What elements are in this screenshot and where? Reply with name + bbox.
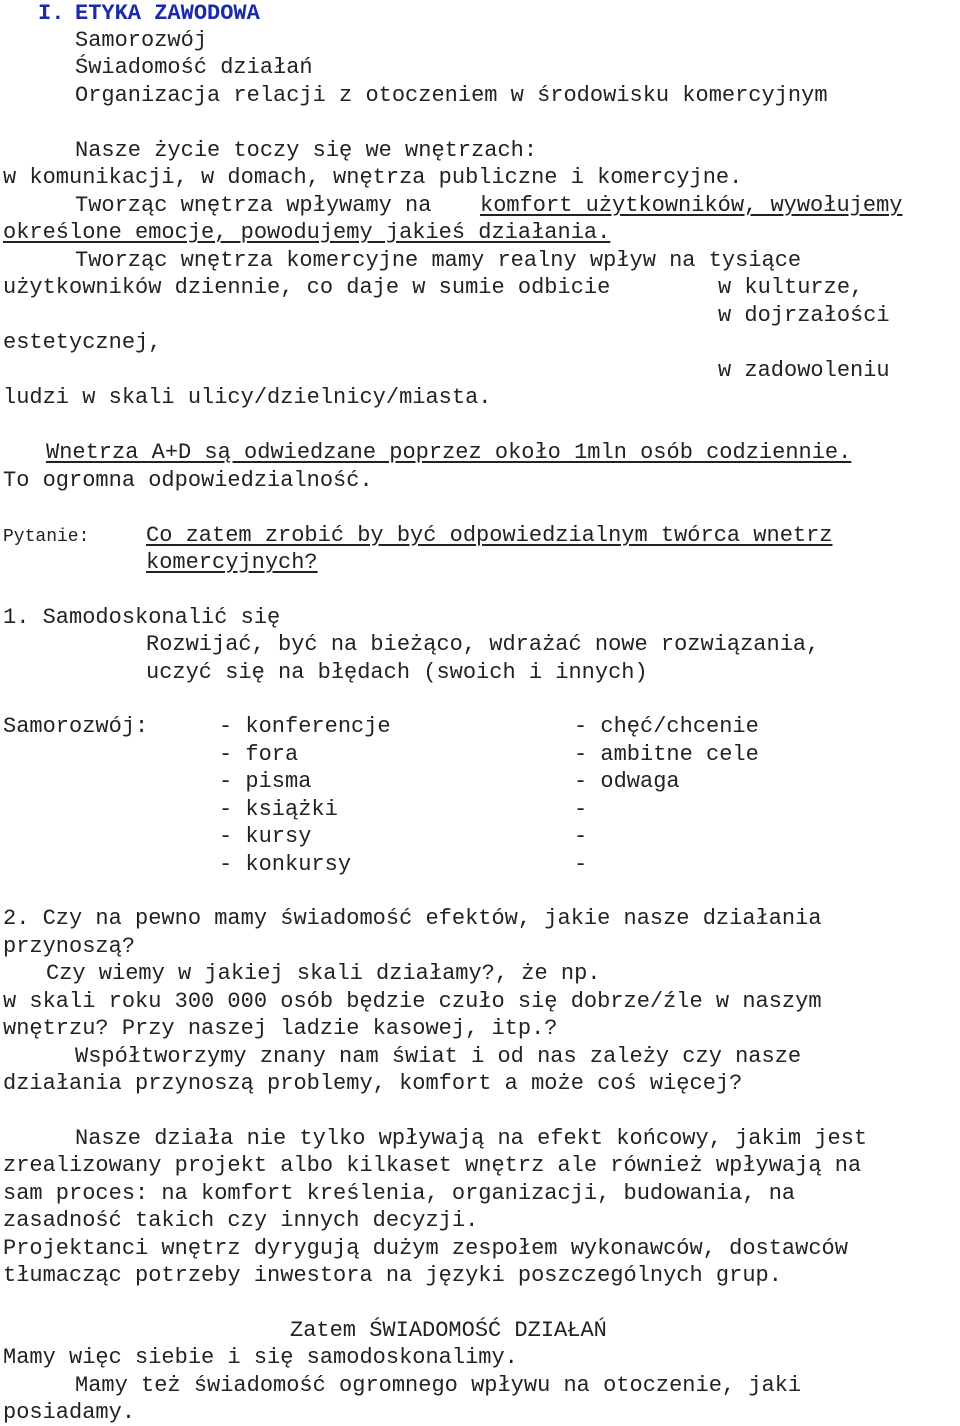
self-development-label: Samorozwój: xyxy=(3,714,149,739)
question-text: Co zatem zrobić by być odpowiedzialnym twórca wnetrz xyxy=(146,523,833,548)
actions-line-1: Nasze działa nie tylko wpływają na efekt końcowy, jakim jest xyxy=(75,1126,868,1151)
comfort-link-text: komfort użytkowników, wywołujemy xyxy=(480,193,903,218)
point-1-line-1: Rozwijać, być na bieżąco, wdrażać nowe rozwiązania, xyxy=(146,632,820,657)
point-2-line-5: wnętrzu? Przy naszej ladzie kasowej, itp.? xyxy=(3,1016,558,1041)
list-item: - fora xyxy=(219,742,299,767)
list-item: - xyxy=(574,797,588,822)
section-heading xyxy=(0,0,260,27)
question-line-2: komercyjnych? xyxy=(146,550,318,575)
intro-line-1: Nasze życie toczy się we wnętrzach: xyxy=(75,138,538,163)
point-2-line-2: przynoszą? xyxy=(3,934,136,959)
list-item: - xyxy=(574,824,588,849)
intro-line-8: estetycznej, xyxy=(3,330,162,355)
actions-line-5: Projektanci wnętrz dyrygują dużym zespołem wykonawców, dostawców xyxy=(3,1236,848,1261)
section-title: ETYKA ZAWODOWA xyxy=(75,1,260,26)
list-item: - odwaga xyxy=(574,769,680,794)
actions-line-2: zrealizowany projekt albo kilkaset wnętrz ale również wpływają na xyxy=(3,1153,862,1178)
intro-line-9: w zadowoleniu xyxy=(718,358,890,383)
intro-line-3: Tworząc wnętrza wpływamy na komfort użytkowników, wywołujemy xyxy=(75,193,903,218)
list-item: - chęć/chcenie xyxy=(574,714,759,739)
intro-line-5: Tworząc wnętrza komercyjne mamy realny wpływ na tysiące xyxy=(75,248,802,273)
list-item: - konkursy xyxy=(219,852,352,877)
conclusion-line-3: Mamy też świadomość ogromnego wpływu na otoczenie, jaki xyxy=(75,1373,802,1398)
list-item: - kursy xyxy=(219,824,312,849)
point-2-line-6: Współtworzymy znany nam świat i od nas zależy czy nasze xyxy=(75,1044,802,1069)
question-label: Pytanie: xyxy=(3,527,90,547)
point-2-line-3: Czy wiemy w jakiej skali działamy?, że np. xyxy=(46,961,601,986)
intro-line-7: w dojrzałości xyxy=(718,303,890,328)
subtopic-relations: Organizacja relacji z otoczeniem w środowisku komercyjnym xyxy=(75,83,828,108)
point-1-title: 1. Samodoskonalić się xyxy=(3,605,281,630)
conclusion-heading: Zatem ŚWIADOMOŚĆ DZIAŁAŃ xyxy=(290,1318,607,1343)
intro-line-2: w komunikacji, w domach, wnętrza publiczne i komercyjne. xyxy=(3,165,743,190)
point-1-line-2: uczyć się na błędach (swoich i innych) xyxy=(146,660,648,685)
point-2-line-7: działania przynoszą problemy, komfort a może coś więcej? xyxy=(3,1071,743,1096)
visitors-line-1: Wnetrza A+D są odwiedzane poprzez około 1mln osób codziennie. xyxy=(46,440,852,465)
section-numeral: I. xyxy=(38,1,65,26)
list-item: - książki xyxy=(219,797,338,822)
question-line-1 xyxy=(0,522,833,549)
list-item: - pisma xyxy=(219,769,312,794)
conclusion-line-2: Mamy więc siebie i się samodoskonalimy. xyxy=(3,1345,518,1370)
actions-line-4: zasadność takich czy innych decyzji. xyxy=(3,1208,479,1233)
actions-line-6: tłumacząc potrzeby inwestora na języki poszczególnych grup. xyxy=(3,1263,782,1288)
intro-line-4: określone emocje, powodujemy jakieś działania. xyxy=(3,220,611,245)
visitors-line-2: To ogromna odpowiedzialność. xyxy=(3,468,373,493)
actions-line-3: sam proces: na komfort kreślenia, organizacji, budowania, na xyxy=(3,1181,796,1206)
list-item: - ambitne cele xyxy=(574,742,759,767)
list-item: - xyxy=(574,852,588,877)
point-2-line-1: 2. Czy na pewno mamy świadomość efektów, jakie nasze działania xyxy=(3,906,822,931)
conclusion-line-4: posiadamy. xyxy=(3,1400,136,1425)
list-item: - konferencje xyxy=(219,714,391,739)
intro-line-6: użytkowników dziennie, co daje w sumie odbicie w kulturze, xyxy=(3,275,864,300)
subtopic-self-development: Samorozwój xyxy=(75,28,208,53)
intro-line-10: ludzi w skali ulicy/dzielnicy/miasta. xyxy=(3,385,492,410)
point-2-line-4: w skali roku 300 000 osób będzie czuło się dobrze/źle w naszym xyxy=(3,989,822,1014)
subtopic-awareness: Świadomość działań xyxy=(75,55,313,80)
